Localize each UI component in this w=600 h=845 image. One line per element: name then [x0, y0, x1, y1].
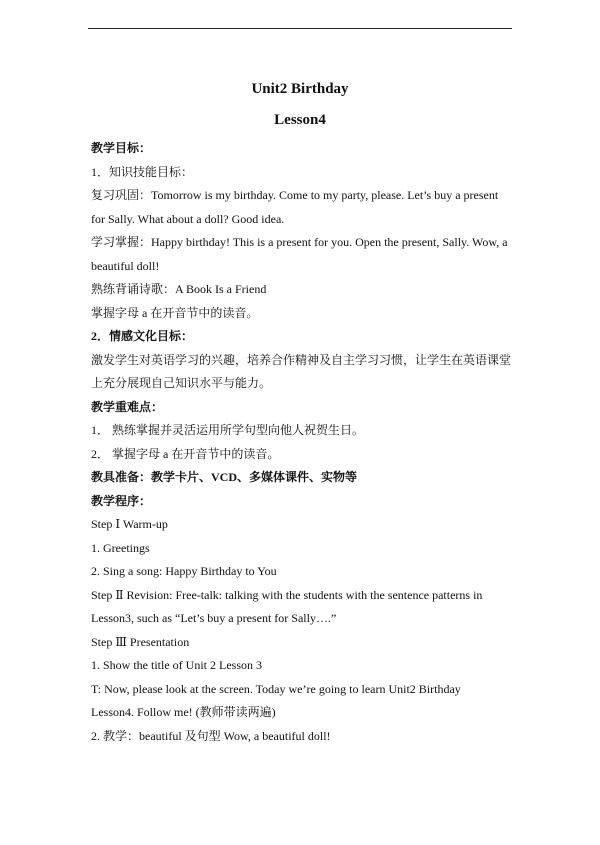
text-line: Step Ⅰ Warm-up: [91, 517, 168, 531]
text-line: 教具准备：教学卡片、VCD、多媒体课件、实物等: [91, 470, 357, 484]
text-line: 教学目标：: [91, 141, 152, 155]
text-line: 1． 熟练掌握并灵活运用所学句型向他人祝贺生日。: [91, 423, 365, 437]
text-line: 教学程序：: [91, 493, 152, 508]
text-line: Lesson3, such as “Let’s buy a present for Sally….”: [91, 611, 337, 625]
text-line: 学习掌握：Happy birthday! This is a present for you. Open the present, Sally. Wow, a: [91, 235, 508, 249]
document-body: [91, 137, 521, 748]
text-line: 1. Greetings: [91, 540, 150, 555]
text-line: 教学重难点：: [91, 399, 164, 414]
text-line: Lesson4. Follow me! (教师带读两遍): [91, 705, 276, 719]
text-line: for Sally. What about a doll? Good idea.: [91, 211, 285, 226]
text-line: T: Now, please look at the screen. Today we’re going to learn Unit2 Birthday: [91, 681, 461, 696]
text-line: 复习巩固：Tomorrow is my birthday. Come to my party, please. Let’s buy a present: [91, 188, 499, 202]
text-line: Step Ⅲ Presentation: [91, 634, 190, 649]
text-line: 2．情感文化目标：: [91, 329, 194, 343]
text-line: 2. Sing a song: Happy Birthday to You: [91, 564, 277, 578]
text-line: Step Ⅱ Revision: Free-talk: talking with the students with the sentence patterns in: [91, 587, 483, 602]
text-line: 1. Show the title of Unit 2 Lesson 3: [91, 658, 262, 672]
header-rule: [88, 28, 512, 29]
text-line: 2． 掌握字母 a 在开音节中的读音。: [91, 446, 280, 461]
text-line: 1．知识技能目标：: [91, 164, 194, 179]
text-line: beautiful doll!: [91, 258, 160, 273]
text-line: 掌握字母 a 在开音节中的读音。: [91, 305, 259, 320]
text-line: 激发学生对英语学习的兴趣，培养合作精神及自主学习习惯，让学生在英语课堂: [91, 352, 512, 367]
text-line: 2. 教学：beautiful 及句型 Wow, a beautiful doll!: [91, 728, 331, 743]
document-title: Unit2 Birthday: [251, 81, 349, 97]
text-line: 熟练背诵诗歌：A Book Is a Friend: [91, 282, 267, 296]
text-line: 上充分展现自己知识水平与能力。: [91, 376, 272, 390]
document-subtitle: Lesson4: [274, 112, 326, 128]
